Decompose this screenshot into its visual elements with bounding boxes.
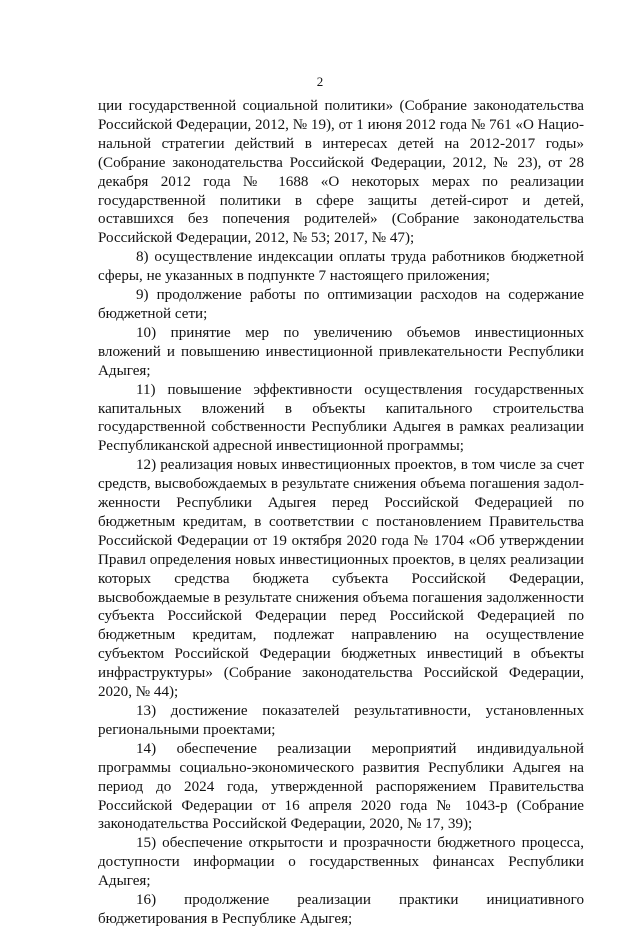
paragraph-item-14: 14) обеспечение реализации мероприятий индивидуальной программы социально-экономического развития Республики Адыгея на период до 2024 года, утвержденной распоряжением Правительства Российской Федерации от 16 апреля 2020 года № 1043-р (Собрание законодательства Российской Федерации, 2020, № 17, 39); [98,740,584,833]
paragraph-item-11: 11) повышение эффективности осуществления государственных капитальных вложений в объекты капитального строительства государственной собственности Республики Адыгея в рамках реализации Республиканской адресной инвестиционной программы; [98,381,584,455]
paragraph-item-13: 13) достижение показателей результативности, установленных региональными проектами; [98,703,584,738]
paragraph-item-16: 16) продолжение реализации практики инициативного бюджетирования в Республике Адыгея; [98,892,584,927]
paragraph-item-9: 9) продолжение работы по оптимизации расходов на содержание бюджетной сети; [98,287,584,322]
page-number: 2 [316,74,324,89]
paragraph-item-12: 12) реализация новых инвестиционных проектов, в том числе за счет средств, высвобождаемых в результате снижения объема погашения задолженности Республики Адыгея перед Российской Федерацией по бюджетным кредитам, в соответствии с постановлением Правительства Российской Федерации от 19 октября 2020 года № 1704 «Об утверждении Правил определения новых инвестиционных проектов, в целях реализации которых средства бюджета субъекта Российской Федерации, высвобождаемые в результате снижения объема погашения задолженности субъекта Российской Федерации перед Российской Федерацией по бюджетным кредитам, подлежат направлению на осуществление субъектом Российской Федерации бюджетных инвестиций в объекты инфраструктуры» (Собрание законодательства Российской Федерации, 2020, № 44); [98,457,584,701]
paragraph-continuation: ции государственной социальной политики» (Собрание законодательства Российской Федерации, 2012, № 19), от 1 июня 2012 года № 761 «О Национальной стратегии действий в интересах детей на 2012-2017 годы» (Собрание законодательства Российской Федерации, 2012, № 23), от 28 декабря 2012 года № 1688 «О некоторых мерах по реализации государственной политики в сфере защиты детей-сирот и детей, оставшихся без попечения родителей» (Собрание законодательства Российской Федерации, 2012, № 53; 2017, № 47); [98,98,584,247]
paragraph-item-8: 8) осуществление индексации оплаты труда работников бюджетной сферы, не указанных в подпункте 7 настоящего приложения; [98,249,584,285]
paragraph-item-10: 10) принятие мер по увеличению объемов инвестиционных вложений и повышению инвестиционной привлекательности Республики Адыгея; [98,324,584,379]
paragraph-item-15: 15) обеспечение открытости и прозрачности бюджетного процесса, доступности информации о государственных финансах Республики Адыгея; [98,835,584,890]
document-body [98,97,584,929]
